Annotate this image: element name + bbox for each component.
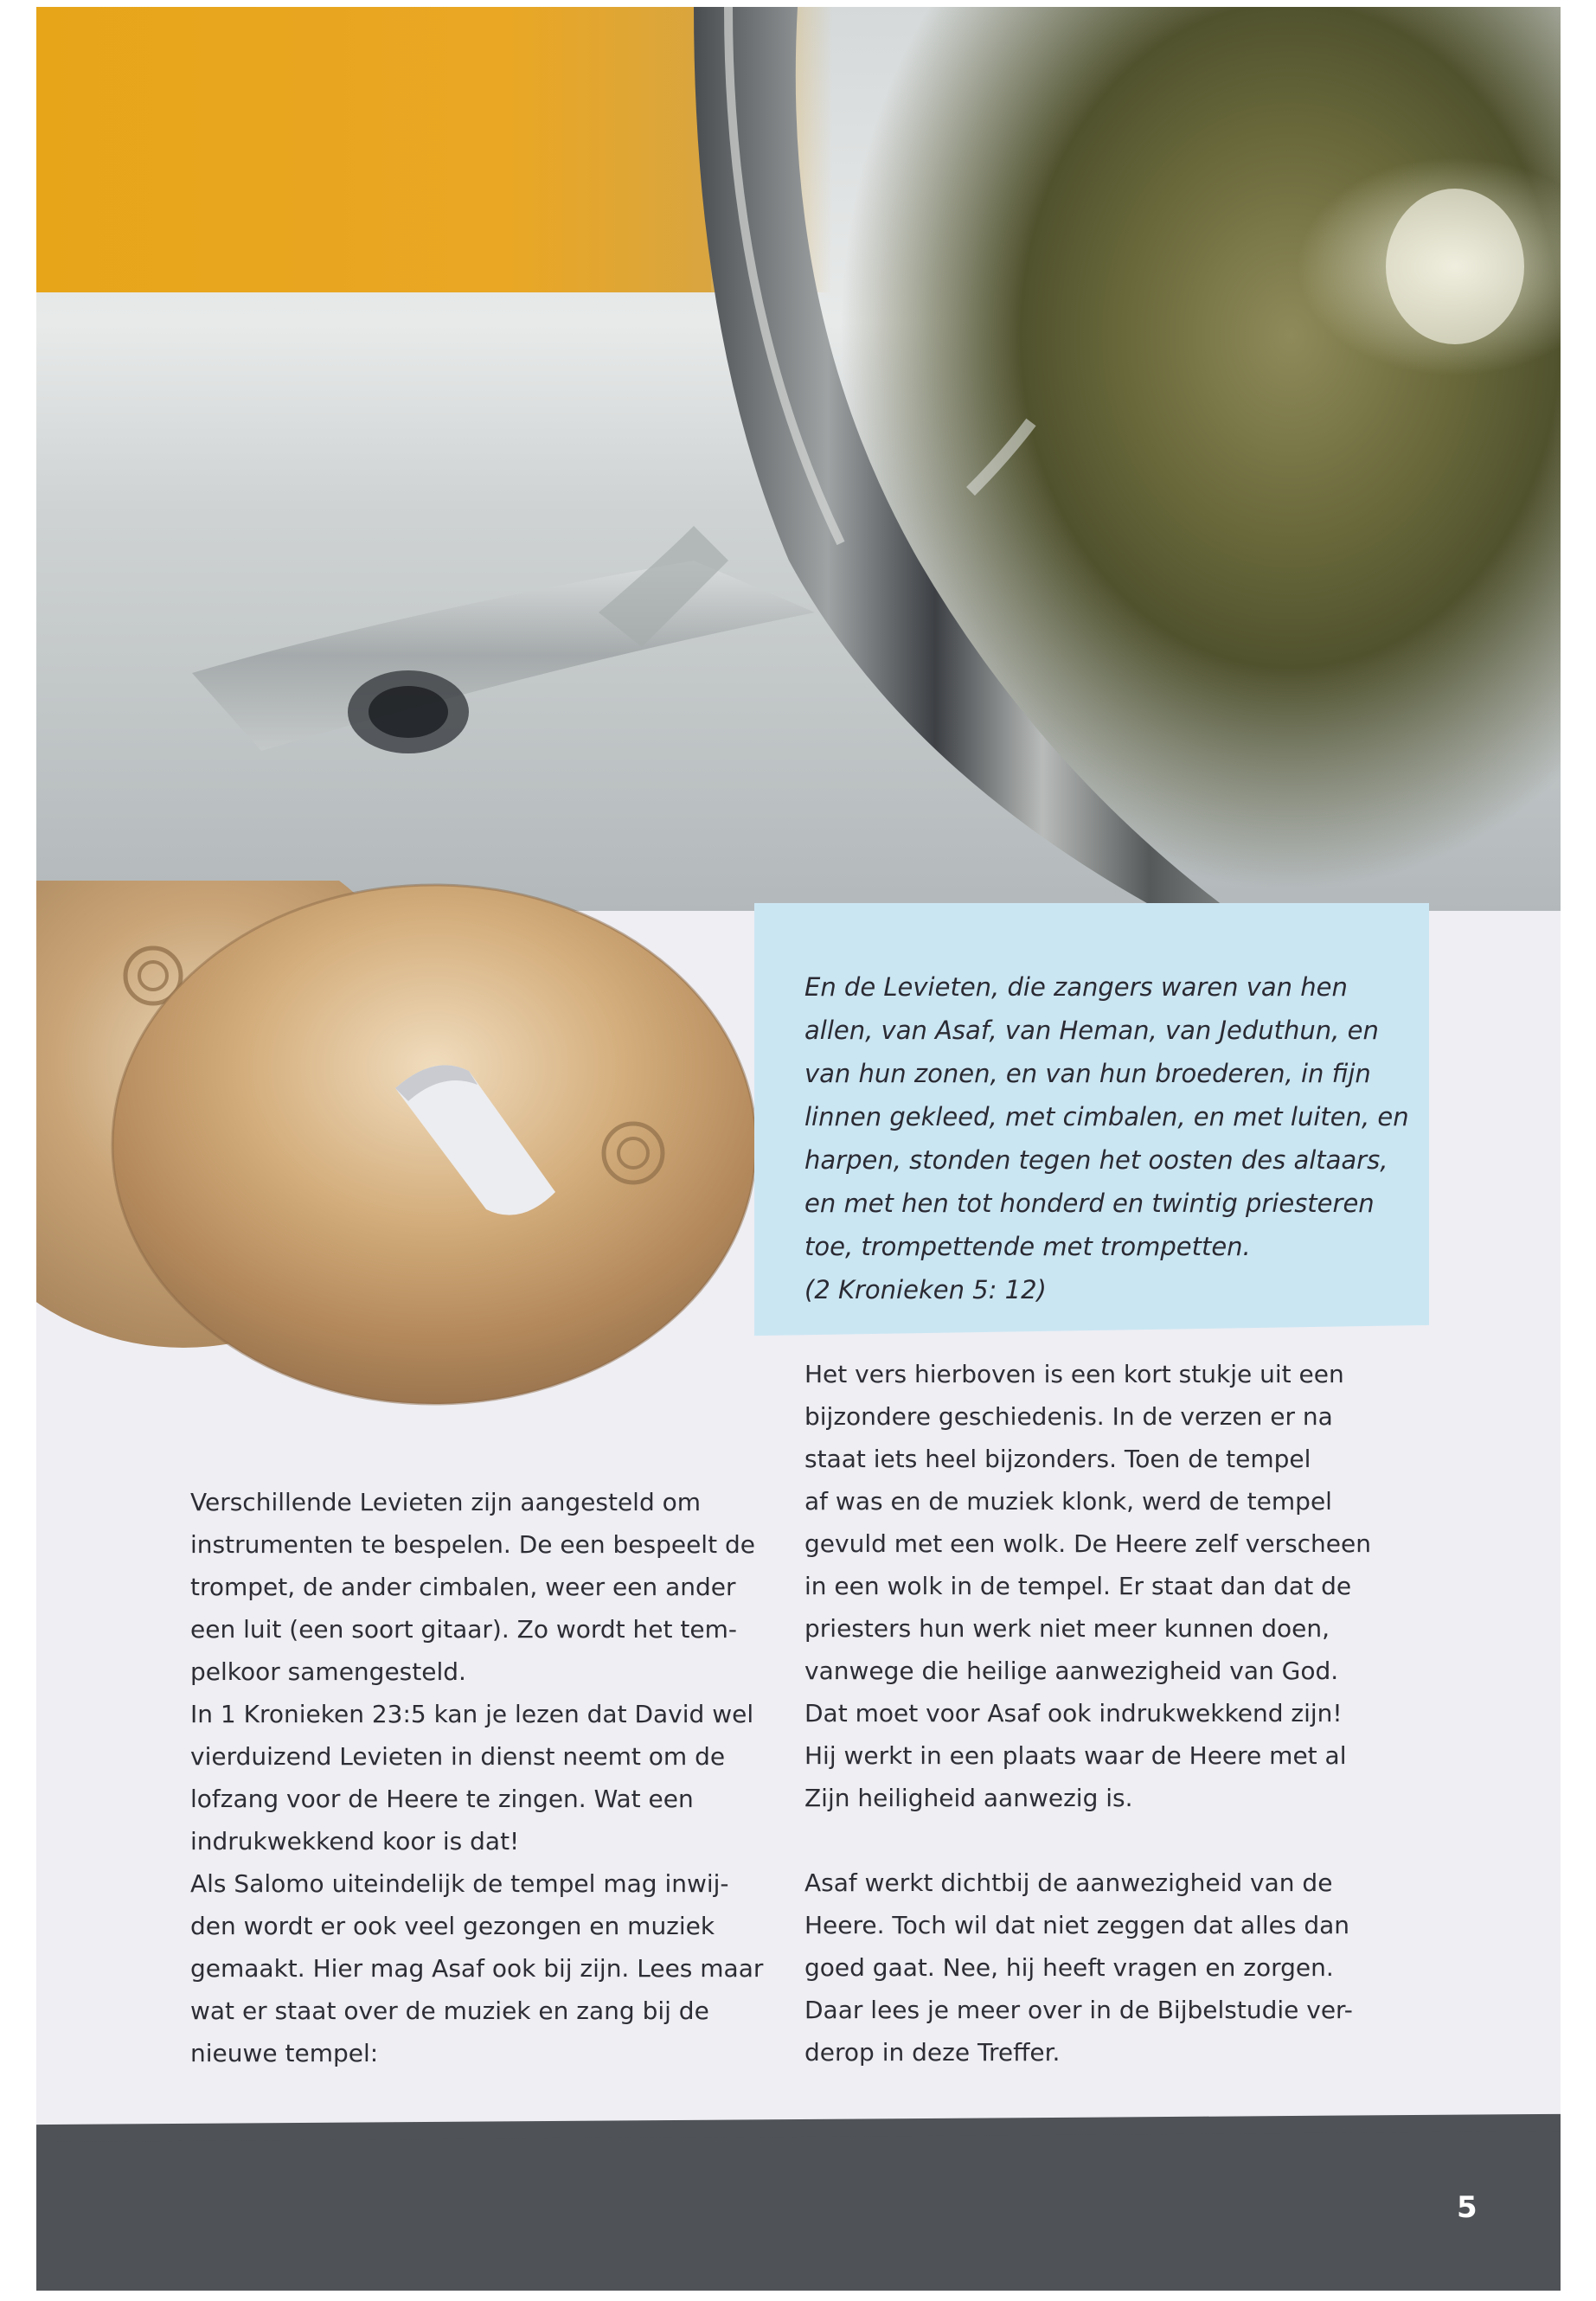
- trumpet-photo: [36, 7, 1561, 911]
- quote-line: linnen gekleed, met cimbalen, en met luiten, en: [804, 1102, 1409, 1131]
- cymbals-photo: [36, 881, 754, 1434]
- text-line: vanwege die heilige aanwezigheid van God.: [804, 1657, 1339, 1685]
- text-line: vierduizend Levieten in dienst neemt om de: [190, 1742, 726, 1771]
- quote-line: en met hen tot honderd en twintig priesteren: [804, 1189, 1375, 1218]
- text-line: In 1 Kronieken 23:5 kan je lezen dat David wel: [190, 1700, 754, 1728]
- text-line: pelkoor samengesteld.: [190, 1657, 466, 1686]
- trumpet-illustration: [36, 7, 1561, 911]
- text-line: indrukwekkend koor is dat!: [190, 1827, 520, 1856]
- text-line: den wordt er ook veel gezongen en muziek: [190, 1912, 715, 1940]
- quote-line: En de Levieten, die zangers waren van hen: [804, 972, 1348, 1002]
- text-line: lofzang voor de Heere te zingen. Wat een: [190, 1785, 694, 1813]
- quote-line: harpen, stonden tegen het oosten des altaars,: [804, 1145, 1388, 1175]
- text-line: nieuwe tempel:: [190, 2039, 379, 2067]
- page-number: 5: [1457, 2190, 1477, 2225]
- text-line: bijzondere geschiedenis. In de verzen er na: [804, 1402, 1333, 1431]
- right-column-text: [804, 1353, 1410, 2073]
- text-line: trompet, de ander cimbalen, weer een ander: [190, 1573, 736, 1601]
- text-line: priesters hun werk niet meer kunnen doen,: [804, 1614, 1330, 1643]
- text-line: Als Salomo uiteindelijk de tempel mag inwij-: [190, 1869, 729, 1898]
- text-line: in een wolk in de tempel. Er staat dan dat de: [804, 1572, 1352, 1600]
- quote-line: van hun zonen, en van hun broederen, in fijn: [804, 1059, 1371, 1088]
- magazine-page: [36, 7, 1561, 2291]
- text-line: Daar lees je meer over in de Bijbelstudie ver-: [804, 1996, 1353, 2024]
- text-line: Heere. Toch wil dat niet zeggen dat alles dan: [804, 1911, 1350, 1939]
- text-line: Het vers hierboven is een kort stukje uit een: [804, 1360, 1344, 1388]
- text-line: Dat moet voor Asaf ook indrukwekkend zijn!: [804, 1699, 1343, 1727]
- quote-reference: (2 Kronieken 5: 12): [804, 1275, 1047, 1304]
- text-line: gevuld met een wolk. De Heere zelf verscheen: [804, 1529, 1371, 1558]
- text-line: Zijn heiligheid aanwezig is.: [804, 1784, 1133, 1812]
- text-line: af was en de muziek klonk, werd de tempel: [804, 1487, 1332, 1516]
- text-line: Verschillende Levieten zijn aangesteld om: [190, 1488, 702, 1516]
- text-line: instrumenten te bespelen. De een bespeelt de: [190, 1530, 755, 1559]
- quote-line: allen, van Asaf, van Heman, van Jeduthun, en: [804, 1016, 1379, 1045]
- text-line: wat er staat over de muziek en zang bij de: [190, 1997, 709, 2025]
- text-line: staat iets heel bijzonders. Toen de tempel: [804, 1445, 1311, 1473]
- left-column-text: [190, 1481, 796, 2074]
- footer-band: [36, 2128, 1561, 2291]
- bible-quote: [804, 965, 1427, 1311]
- text-line: een luit (een soort gitaar). Zo wordt het tem-: [190, 1615, 737, 1644]
- text-line: Asaf werkt dichtbij de aanwezigheid van de: [804, 1868, 1333, 1897]
- text-line: goed gaat. Nee, hij heeft vragen en zorgen.: [804, 1953, 1334, 1982]
- text-line: derop in deze Treffer.: [804, 2038, 1061, 2067]
- text-line: gemaakt. Hier mag Asaf ook bij zijn. Lees maar: [190, 1954, 764, 1983]
- quote-line: toe, trompettende met trompetten.: [804, 1232, 1251, 1261]
- text-line: Hij werkt in een plaats waar de Heere met al: [804, 1741, 1347, 1770]
